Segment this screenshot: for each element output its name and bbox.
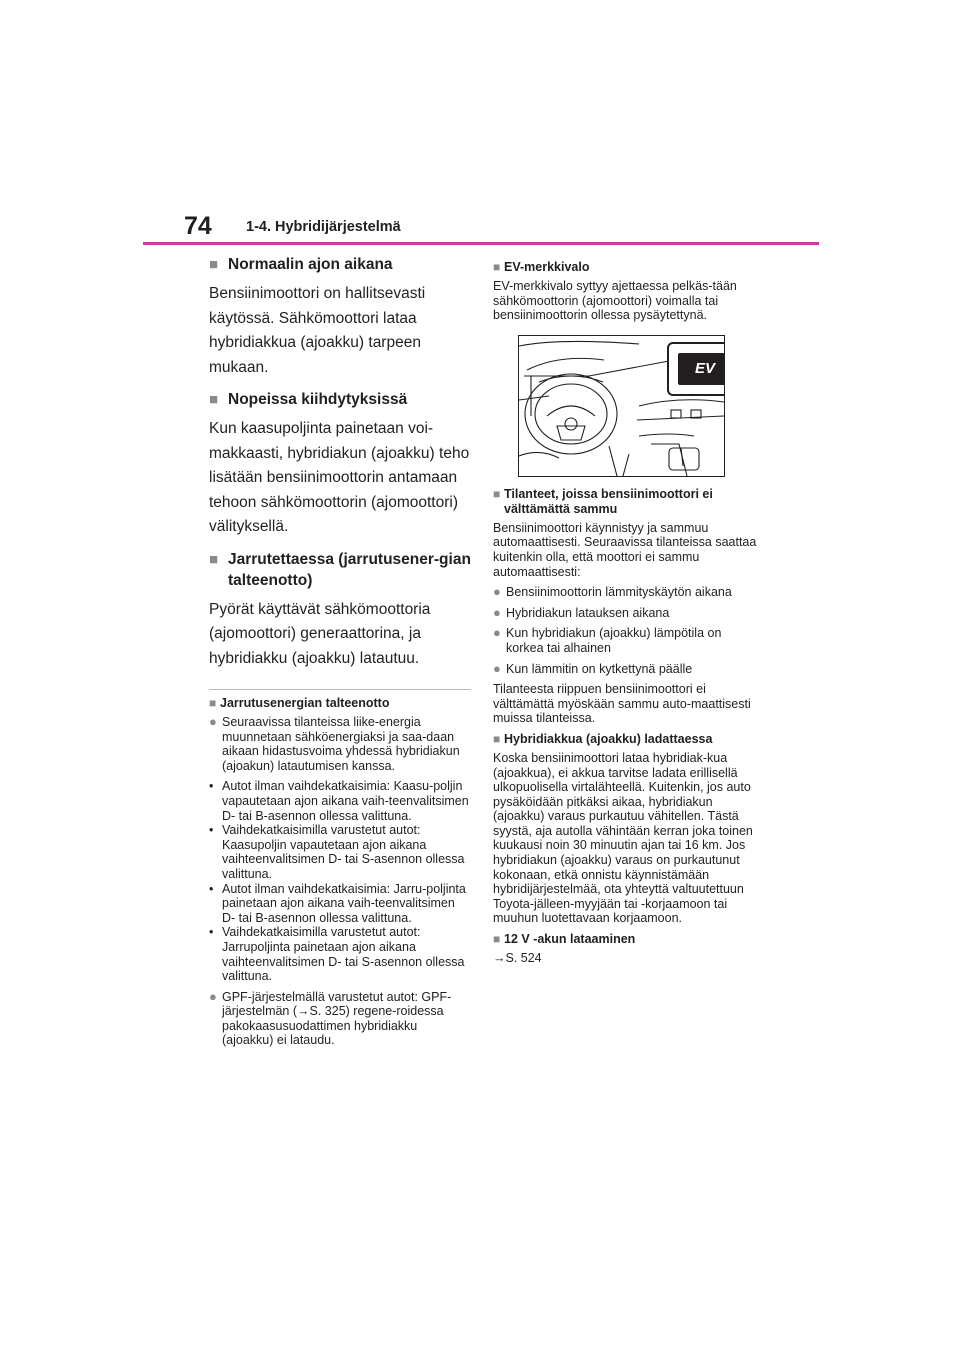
left-column — [209, 254, 471, 1054]
page-reference-link[interactable]: →S. 524 — [493, 951, 542, 966]
heading-text: Nopeissa kiihdytyksissä — [228, 391, 408, 408]
square-marker-icon: ■ — [493, 260, 501, 274]
square-marker-icon: ■ — [493, 932, 501, 947]
heading-text: Hybridiakkua (ajoakku) ladattaessa — [504, 731, 713, 746]
small-bullet-icon: • — [209, 925, 214, 940]
sub-list — [209, 779, 471, 983]
list-item-text: Bensiinimoottorin lämmityskäytön aikana — [506, 585, 732, 600]
list-item-text: GPF-järjestelmällä varustetut autot: GPF-järjestelmän (→S. 325) regene-roidessa pakokaasusuodattimen hybridiakku (ajoakku) ei lataudu. — [222, 989, 452, 1048]
bullet-icon: ● — [493, 604, 501, 620]
section-divider — [209, 689, 471, 690]
list-item — [209, 990, 471, 1048]
paragraph-normal-driving: Bensiinimoottori on hallitsevasti käytössä. Sähkömoottori lataa hybridiakkua (ajoakku) tarpeen mukaan. — [209, 285, 426, 376]
heading-text: Jarrutusenergian talteenotto — [220, 696, 390, 710]
square-marker-icon: ■ — [209, 550, 219, 568]
header-rule — [143, 242, 819, 245]
page-number: 74 — [184, 212, 212, 240]
small-bullet-icon: • — [209, 779, 214, 794]
small-bullet-icon: • — [209, 881, 214, 896]
sub-list-item — [209, 823, 471, 881]
ev-indicator-icon: EV — [678, 353, 725, 385]
list-item-text: Seuraavissa tilanteissa liike-energia muunnetaan sähköenergiaksi ja saa-daan aikaan hidastusvoima yhdessä hybridiakun (ajoakun) latautumisen kanssa. — [222, 715, 460, 773]
bullet-icon: ● — [209, 714, 217, 729]
square-marker-icon: ■ — [493, 486, 501, 501]
sub-list-item-text: Vaihdekatkaisimilla varustetut autot: Kaasupoljin vapautetaan ajon aikana vaihteenvalitsimen D- tai S-asennon ollessa valittuna. — [222, 823, 465, 881]
heading-battery-charging — [493, 732, 759, 747]
bullet-icon: ● — [493, 660, 501, 676]
square-marker-icon: ■ — [209, 696, 217, 710]
section-title: 1-4. Hybridijärjestelmä — [246, 219, 401, 235]
bullet-icon: ● — [493, 625, 501, 641]
heading-regeneration — [209, 696, 471, 711]
paragraph-braking: Pyörät käyttävät sähkömoottoria (ajomoottori) generaattorina, ja hybridiakku (ajoakku) latautuu. — [209, 600, 431, 667]
square-marker-icon: ■ — [209, 256, 219, 273]
ev-indicator-illustration — [518, 335, 725, 477]
list-item — [493, 662, 759, 677]
list-item-text: Kun hybridiakun (ajoakku) lämpötila on korkea tai alhainen — [506, 626, 722, 655]
list-item-text: Kun lämmitin on kytkettynä päälle — [506, 661, 693, 676]
heading-engine-not-stopping — [493, 487, 759, 517]
paragraph-ev-indicator: EV-merkkivalo syttyy ajettaessa pelkäs-tään sähkömoottorin (ajomoottori) voimalla tai bensiinimoottorin ollessa pysäytettynä. — [493, 279, 737, 323]
heading-text: Tilanteet, joissa bensiinimoottori ei välttämättä sammu — [504, 486, 713, 516]
paragraph-engine-not-stopping: Bensiinimoottori käynnistyy ja sammuu automaattisesti. Seuraavissa tilanteissa saattaa kuitenkin olla, että moottori ei sammu automaattisesti: — [493, 520, 757, 579]
list-item — [493, 585, 759, 600]
heading-normal-driving — [209, 254, 471, 275]
list-item — [209, 715, 471, 773]
heading-text: 12 V -akun lataaminen — [504, 932, 636, 947]
list-item — [493, 606, 759, 621]
bullet-icon: ● — [209, 988, 217, 1004]
paragraph-fast-acceleration: Kun kaasupoljinta painetaan voi-makkaasti, hybridiakun (ajoakku) teho lisätään bensiinimoottorin antamaan tehoon sähkömoottorin (ajomoottori) välityksellä. — [209, 420, 470, 535]
heading-fast-acceleration — [209, 389, 471, 410]
heading-text: EV-merkkivalo — [504, 260, 590, 274]
bullet-icon: ● — [493, 584, 501, 600]
heading-12v-battery — [493, 932, 759, 947]
square-marker-icon: ■ — [209, 391, 219, 408]
sub-list-item-text: Autot ilman vaihdekatkaisimia: Kaasu-poljin vapautetaan ajon aikana vaih-teenvalitsimen D- tai B-asennon ollessa valittuna. — [222, 779, 469, 823]
sub-list-item-text: Vaihdekatkaisimilla varustetut autot: Jarrupoljinta painetaan ajon aikana vaihteenvalitsimen D- tai S-asennon ollessa valittuna. — [222, 925, 465, 984]
ev-indicator-callout — [667, 342, 725, 396]
heading-braking — [209, 549, 471, 591]
list-item — [493, 626, 759, 655]
sub-list-item — [209, 925, 471, 983]
list-item-text: Hybridiakun latauksen aikana — [506, 605, 670, 620]
sub-list-item — [209, 779, 471, 823]
paragraph-battery-charging: Koska bensiinimoottori lataa hybridiak-kua (ajoakkua), ei akkua tarvitse ladata erillisellä ulkopuolisella virtalähteellä. Kuitenkin, jos auto pysäköidään pitkäksi aikaa, hybridiakun (ajoakku) varaus purkautuu vähitellen. Tästä syystä, aja autolla vähintään kerran joka toinen kuukausi noin 30 minuutin ajan tai 16 km. Jos hybridiakun (ajoakku) varaus on purkautunut kokonaan, etkä onnistu käynnistämään hybridijärjestelmää, ota yhteyttä valtuutettuun Toyota-jälleen-myyjään tai -korjaamoon tai muuhun luotettavaan korjaamoon. — [493, 750, 753, 926]
paragraph-other-situations: Tilanteesta riippuen bensiinimoottori ei välttämättä myöskään sammu auto-maattisesti muissa tilanteissa. — [493, 682, 751, 726]
heading-text: Normaalin ajon aikana — [228, 256, 393, 273]
heading-text: Jarrutettaessa (jarrutusener-gian talteenotto) — [228, 550, 471, 589]
heading-ev-indicator — [493, 260, 759, 275]
sub-list-item — [209, 882, 471, 926]
square-marker-icon: ■ — [493, 731, 501, 746]
right-column — [493, 256, 759, 972]
small-bullet-icon: • — [209, 823, 214, 838]
sub-list-item-text: Autot ilman vaihdekatkaisimia: Jarru-poljinta painetaan ajon aikana vaih-teenvalitsimen D- tai B-asennon ollessa valittuna. — [222, 881, 466, 925]
